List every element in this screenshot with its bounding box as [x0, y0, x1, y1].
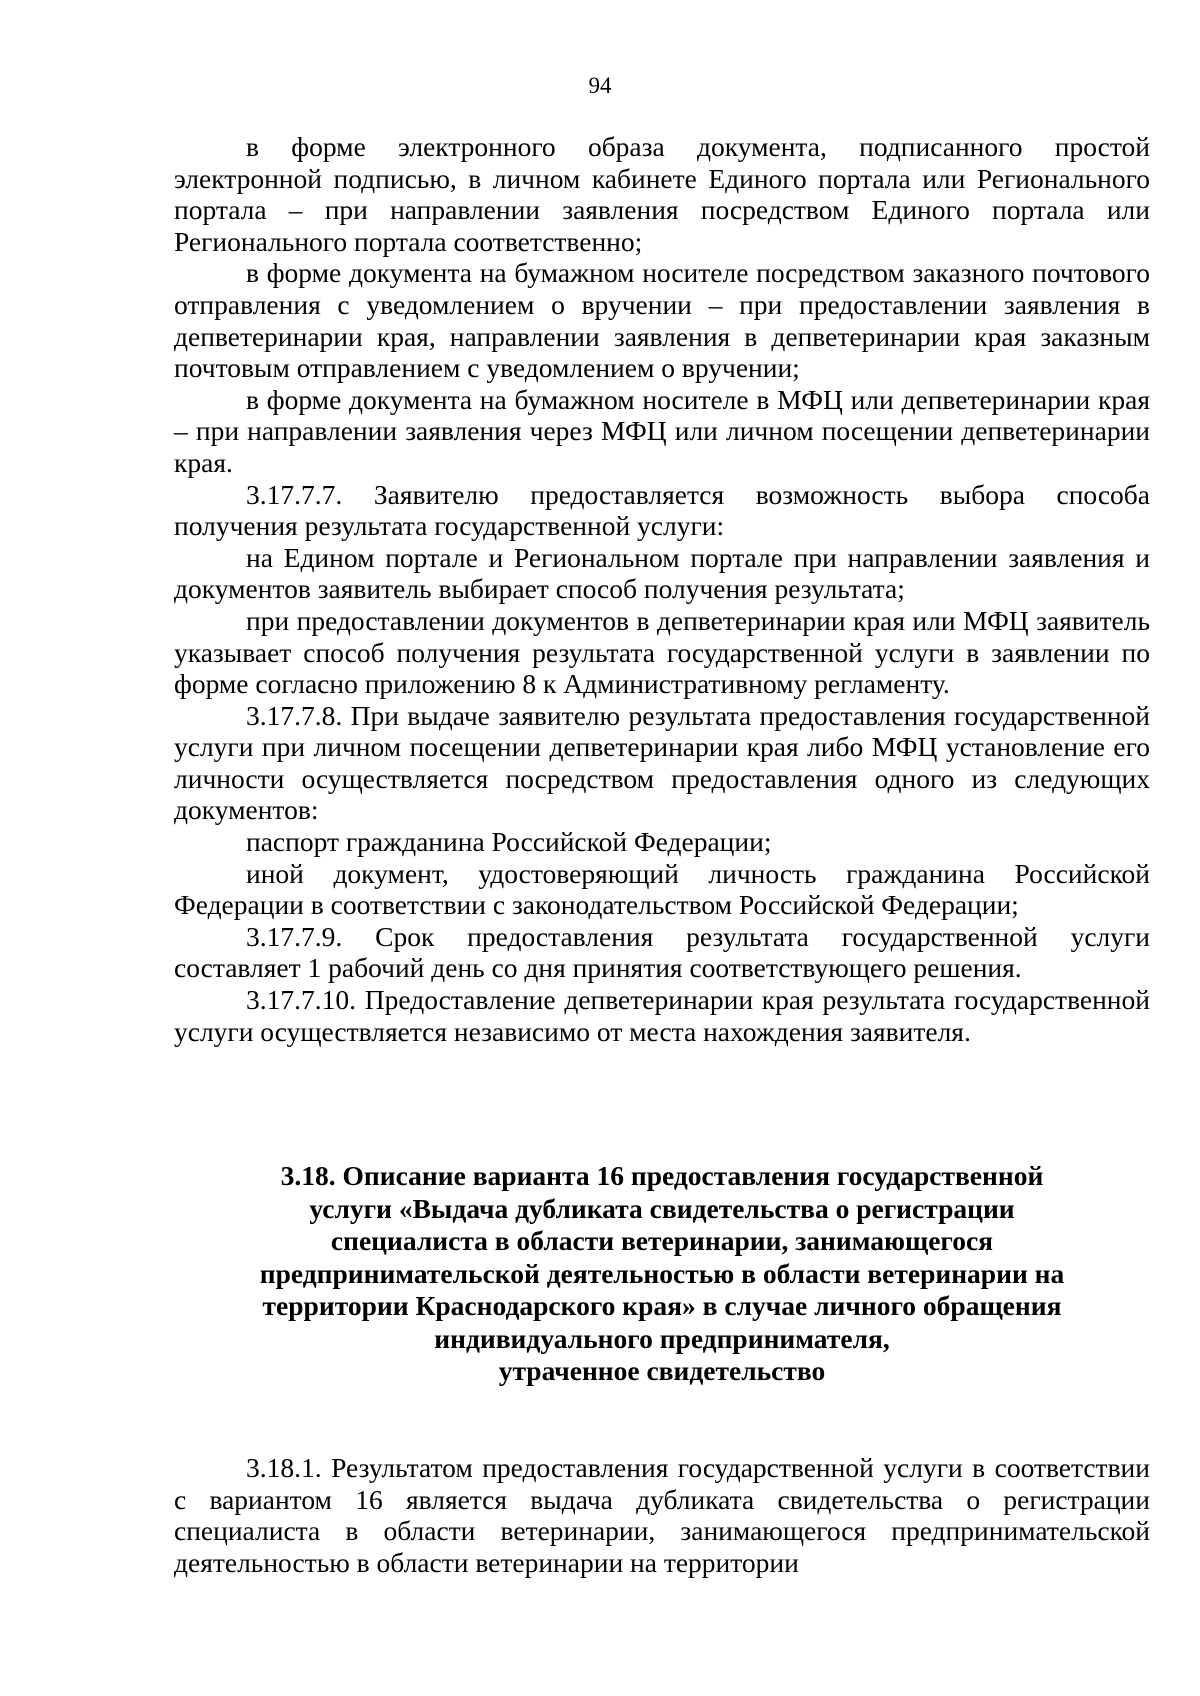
- section-heading: [174, 1160, 1150, 1388]
- paragraph: 3.17.7.8. При выдаче заявителю результата предоставления государственной услуги при личном посещении депветеринарии края либо МФЦ установление его личности осуществляется посредством предоставления одного из следующих документов:: [174, 699, 1150, 826]
- paragraph: при предоставлении документов в депветеринарии края или МФЦ заявитель указывает способ получения результата государственной услуги в заявлении по форме согласно приложению 8 к Административному регламенту.: [174, 604, 1150, 700]
- heading-line: 3.18. Описание варианта 16 предоставления государственной: [280, 1160, 1044, 1191]
- paragraph: 3.17.7.10. Предоставление депветеринарии края результата государственной услуги осуществляется независимо от места нахождения заявителя.: [174, 984, 1150, 1047]
- heading-line: специалиста в области ветеринарии, занимающегося: [330, 1225, 994, 1256]
- heading-line: услуги «Выдача дубликата свидетельства о регистрации: [309, 1192, 1015, 1224]
- paragraph: в форме электронного образа документа, подписанного простой электронной подписью, в личном кабинете Единого портала или Регионального портала – при направлении заявления посредством Единого портала или Регионального портала соответственно;: [174, 131, 1150, 257]
- heading-line: предпринимательской деятельностью в области ветеринарии на: [259, 1257, 1065, 1289]
- heading-line: утраченное свидетельство: [498, 1355, 826, 1386]
- paragraph: в форме документа на бумажном носителе в МФЦ или депветеринарии края – при направлении заявления через МФЦ или личном посещении депветеринарии края.: [174, 383, 1150, 478]
- paragraph: на Едином портале и Региональном портале при направлении заявления и документов заявитель выбирает способ получения результата;: [174, 541, 1150, 605]
- heading-line: территории Краснодарского края» в случае личного обращения: [262, 1290, 1062, 1321]
- paragraph: иной документ, удостоверяющий личность гражданина Российской Федерации в соответствии с законодательством Российской Федерации;: [174, 857, 1150, 921]
- section-body-text: [174, 1452, 1150, 1578]
- paragraph: паспорт гражданина Российской Федерации;: [246, 826, 772, 858]
- heading-line: индивидуального предпринимателя,: [434, 1322, 890, 1354]
- paragraph: 3.18.1. Результатом предоставления государственной услуги в соответствии с вариантом 16 является выдача дубликата свидетельства о регистрации специалиста в области ветеринарии, занимающегося предпринимательской деятельностью в области ветеринарии на территории: [174, 1452, 1150, 1578]
- paragraph: 3.17.7.7. Заявителю предоставляется возможность выбора способа получения результата государственной услуги:: [174, 478, 1150, 542]
- paragraph: 3.17.7.9. Срок предоставления результата государственной услуги составляет 1 рабочий день со дня принятия соответствующего решения.: [174, 920, 1150, 984]
- paragraph: в форме документа на бумажном носителе посредством заказного почтового отправления с уведомлением о вручении – при предоставлении заявления в депветеринарии края, направлении заявления в депветеринарии края заказным почтовым отправлением с уведомлением о вручении;: [174, 257, 1150, 384]
- body-text: [174, 131, 1150, 1047]
- page-number: 94: [588, 73, 612, 98]
